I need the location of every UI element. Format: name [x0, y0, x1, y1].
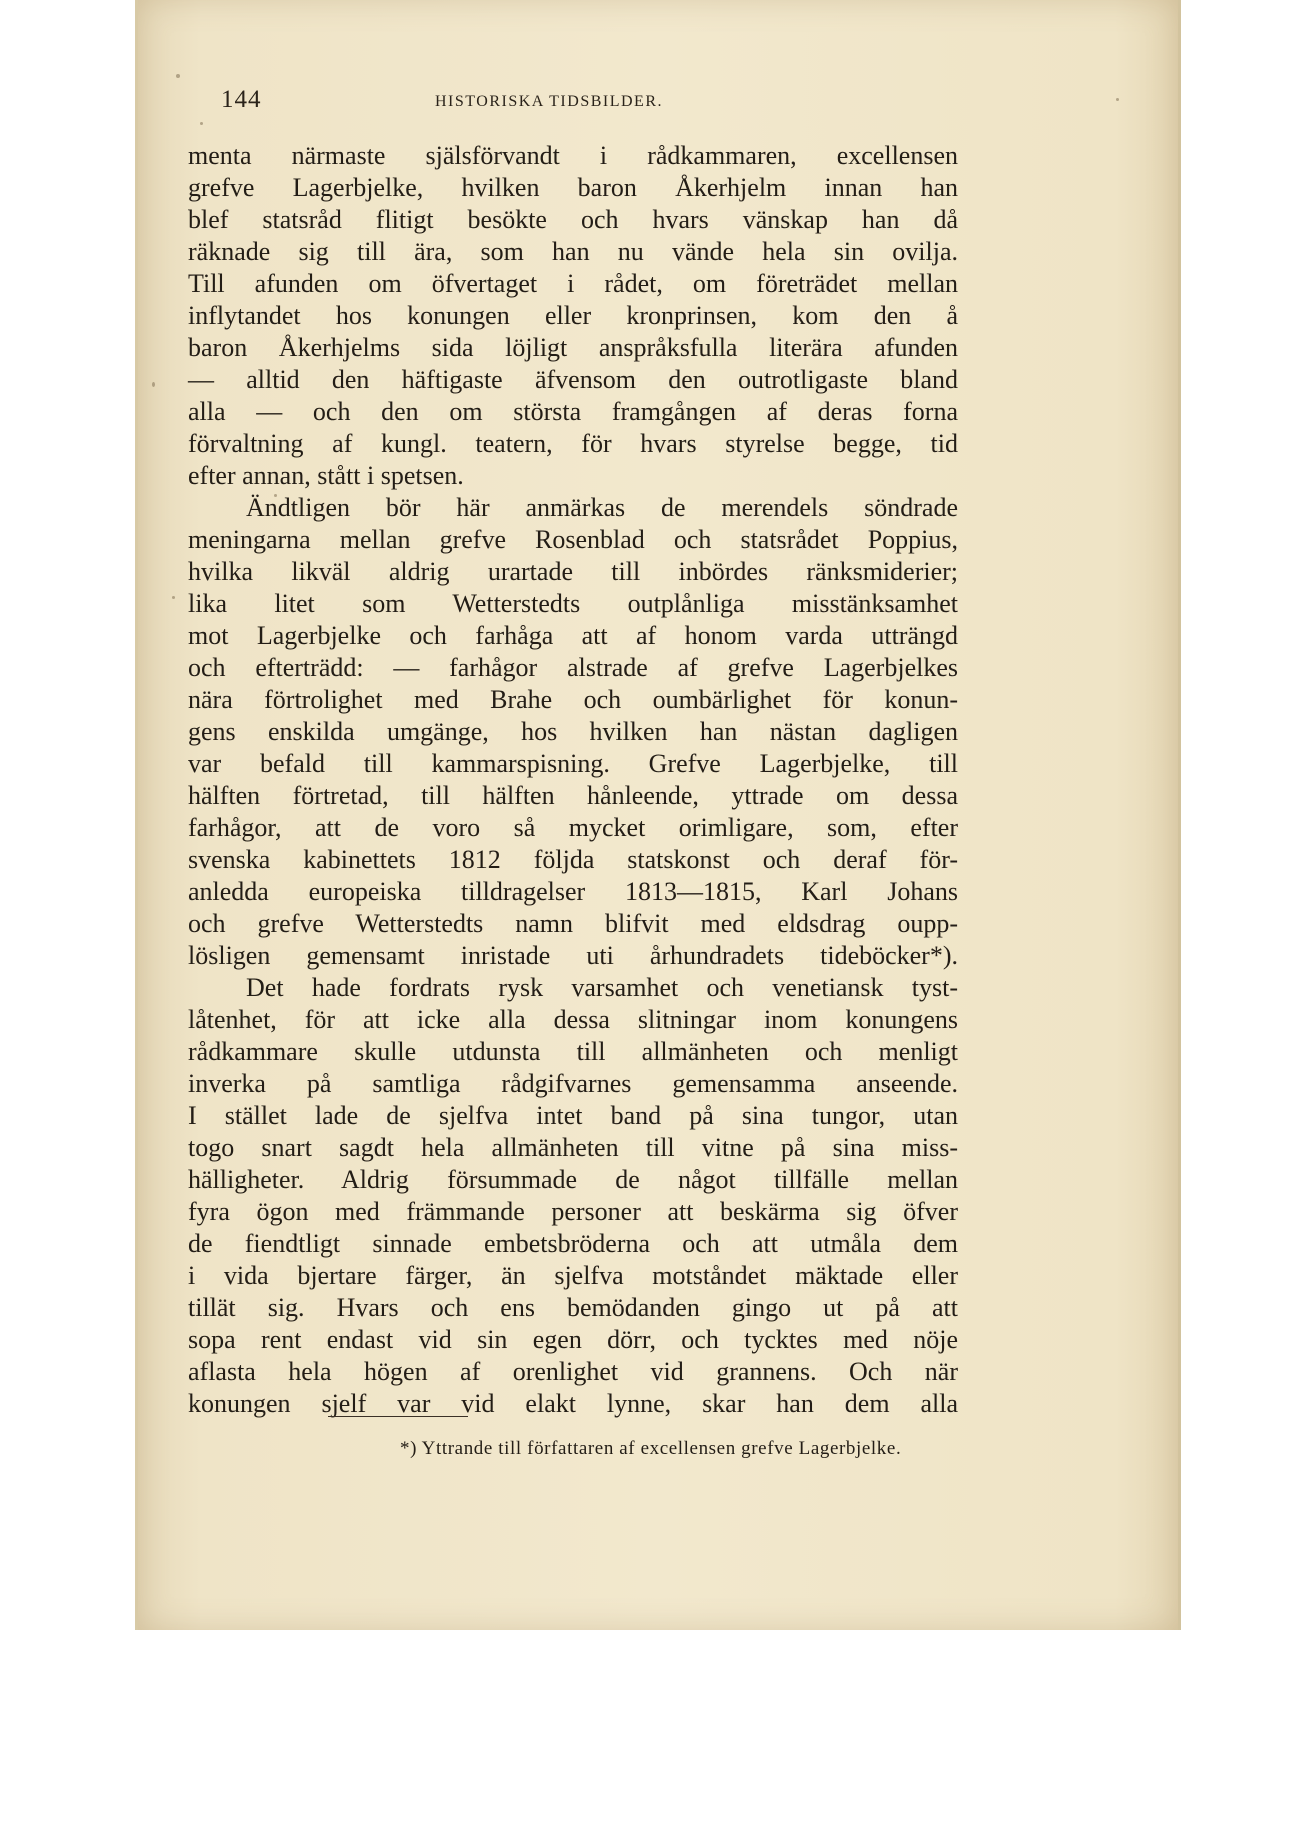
text-line: i vida bjertare färger, än sjelfva motståndet mäktade eller — [188, 1261, 958, 1290]
text-line: och grefve Wetterstedts namn blifvit med eldsdrag oupp- — [188, 909, 958, 938]
text-line: var befald till kammarspisning. Grefve Lagerbjelke, till — [188, 749, 958, 778]
text-line: tillät sig. Hvars och ens bemödanden gingo ut på att — [188, 1293, 958, 1322]
text-line: aflasta hela högen af orenlighet vid grannens. Och när — [188, 1357, 958, 1386]
paper-speck — [152, 382, 155, 387]
text-line: lika litet som Wetterstedts outplånliga misstänksamhet — [188, 589, 958, 618]
text-line: Till afunden om öfvertaget i rådet, om företrädet mellan — [188, 269, 958, 298]
text-line: fyra ögon med främmande personer att beskärma sig öfver — [188, 1197, 958, 1226]
text-line: I stället lade de sjelfva intet band på sina tungor, utan — [188, 1101, 958, 1130]
text-line: gens enskilda umgänge, hos hvilken han nästan dagligen — [188, 717, 958, 746]
text-line: menta närmaste själsförvandt i rådkammaren, excellensen — [188, 141, 958, 170]
text-line: och efterträdd: — farhågor alstrade af grefve Lagerbjelkes — [188, 653, 958, 682]
text-line: hälften förtretad, till hälften hånleende, yttrade om dessa — [188, 781, 958, 810]
text-line: blef statsråd flitigt besökte och hvars vänskap han då — [188, 205, 958, 234]
page-header — [221, 86, 921, 116]
body-text — [188, 140, 958, 1420]
text-line: förvaltning af kungl. teatern, för hvars styrelse begge, tid — [188, 429, 958, 458]
text-line: efter annan, stått i spetsen. — [188, 461, 464, 490]
text-line: räknade sig till ära, som han nu vände hela sin ovilja. — [188, 237, 958, 266]
paper-speck — [1116, 98, 1119, 101]
text-line: Det hade fordrats rysk varsamhet och venetiansk tyst- — [246, 973, 958, 1002]
text-line: alla — och den om största framgången af deras forna — [188, 397, 958, 426]
text-line: nära förtrolighet med Brahe och oumbärlighet för konun- — [188, 685, 958, 714]
text-line: sopa rent endast vid sin egen dörr, och tycktes med nöje — [188, 1325, 958, 1354]
text-line: Ändtligen bör här anmärkas de merendels söndrade — [246, 493, 958, 522]
text-line: konungen sjelf var vid elakt lynne, skar han dem alla — [188, 1389, 958, 1418]
text-line: meningarna mellan grefve Rosenblad och statsrådet Poppius, — [188, 525, 958, 554]
text-line: svenska kabinettets 1812 följda statskonst och deraf för- — [188, 845, 958, 874]
footnote-divider — [328, 1416, 468, 1417]
text-line: mot Lagerbjelke och farhåga att af honom varda utträngd — [188, 621, 958, 650]
text-line: hvilka likväl aldrig urartade till inbördes ränksmiderier; — [188, 557, 958, 586]
paper-speck — [176, 74, 180, 78]
paper-speck — [200, 122, 203, 125]
text-line: grefve Lagerbjelke, hvilken baron Åkerhjelm innan han — [188, 173, 958, 202]
footnote: *) Yttrande till författaren af excellensen grefve Lagerbjelke. — [400, 1438, 902, 1459]
text-line: baron Åkerhjelms sida löjligt anspråksfulla literära afunden — [188, 333, 958, 362]
text-line: inverka på samtliga rådgifvarnes gemensamma anseende. — [188, 1069, 958, 1098]
text-line: togo snart sagdt hela allmänheten till vitne på sina miss- — [188, 1133, 958, 1162]
text-line: låtenhet, för att icke alla dessa slitningar inom konungens — [188, 1005, 958, 1034]
text-line: farhågor, att de voro så mycket orimligare, som, efter — [188, 813, 958, 842]
text-line: — alltid den häftigaste äfvensom den outrotligaste bland — [188, 365, 958, 394]
text-line: anledda europeiska tilldragelser 1813—1815, Karl Johans — [188, 877, 958, 906]
text-line: de fiendtligt sinnade embetsbröderna och att utmåla dem — [188, 1229, 958, 1258]
text-line: inflytandet hos konungen eller kronprinsen, kom den å — [188, 301, 958, 330]
paper-speck — [172, 596, 175, 599]
running-head: HISTORISKA TIDSBILDER. — [435, 93, 663, 110]
text-line: lösligen gemensamt inristade uti århundradets tideböcker*). — [188, 941, 958, 970]
text-line: hälligheter. Aldrig försummade de något tillfälle mellan — [188, 1165, 958, 1194]
text-line: rådkammare skulle utdunsta till allmänheten och menligt — [188, 1037, 958, 1066]
page-number: 144 — [221, 86, 262, 113]
